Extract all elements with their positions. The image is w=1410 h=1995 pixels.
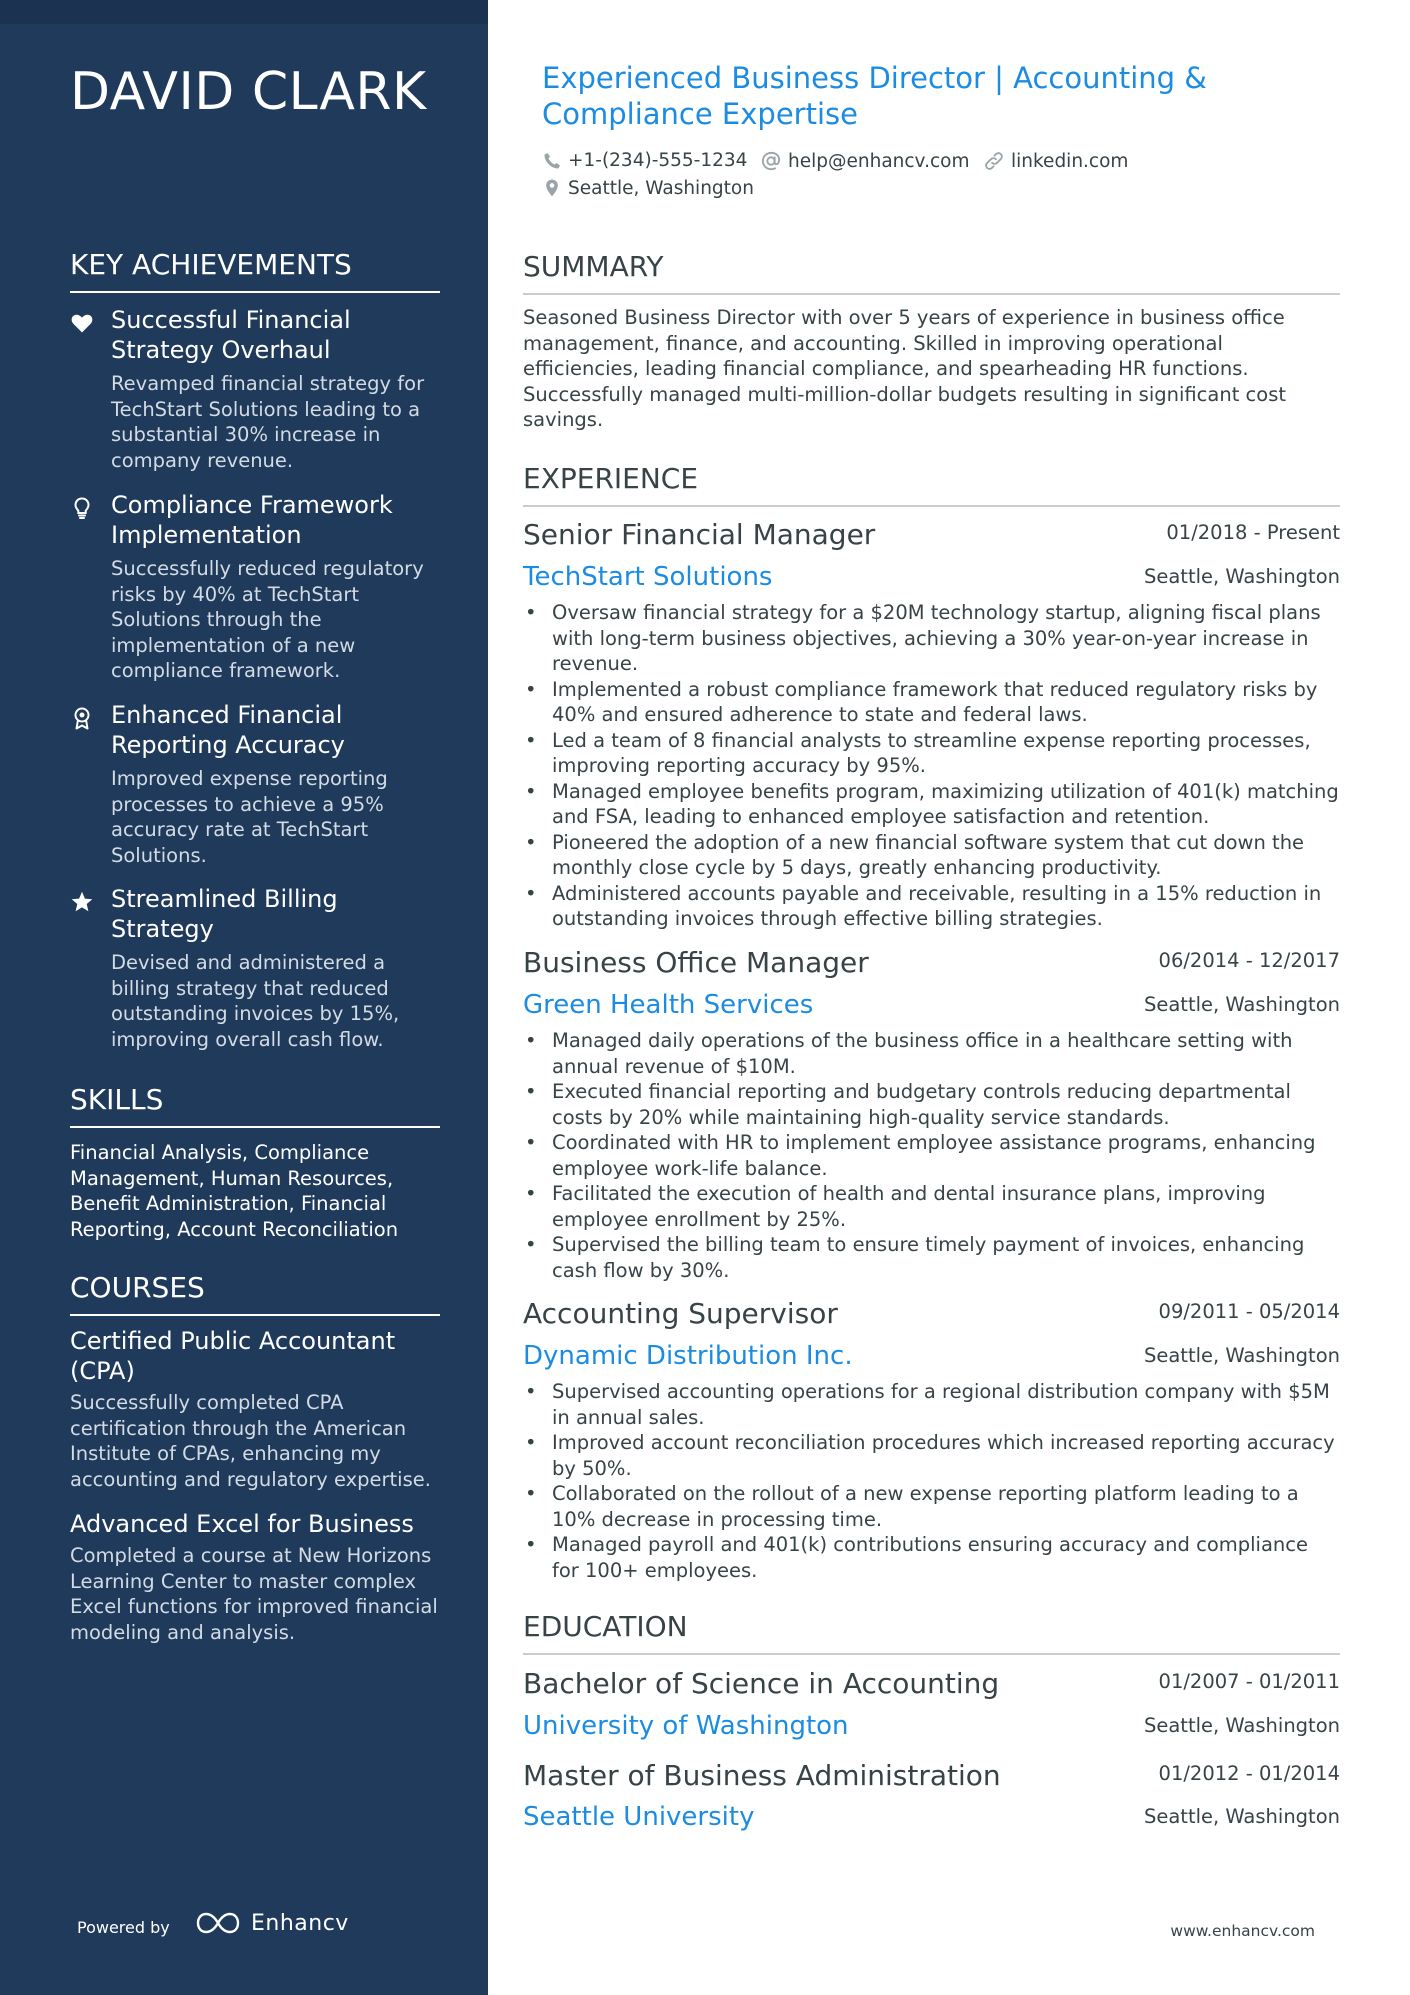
sidebar [0, 0, 488, 1995]
footer-website[interactable]: www.enhancv.com [1170, 1922, 1315, 1940]
education-heading: EDUCATION [523, 1610, 1340, 1655]
job-dates: 09/2011 - 05/2014 [1158, 1300, 1340, 1323]
job-bullet: • Improved account reconciliation procedures which increased reporting accuracy by 50%. [523, 1430, 1340, 1481]
contact-location [542, 177, 754, 199]
course-item [70, 1509, 450, 1645]
course-title: Advanced Excel for Business [70, 1510, 414, 1538]
job-bullet: • Executed financial reporting and budgetary controls reducing departmental costs by 20% while maintaining high-quality service standards. [523, 1079, 1340, 1130]
summary-heading: SUMMARY [523, 250, 1340, 295]
star-icon [70, 890, 94, 914]
education-degree: Master of Business Administration [523, 1759, 1001, 1792]
skills-list: Financial Analysis, Compliance Management, Human Resources, Benefit Administration, Financial Reporting, Account Reconciliation [70, 1141, 399, 1241]
job-title: Business Office Manager [523, 946, 869, 979]
email-text: help@enhancv.com [788, 150, 970, 172]
contact-phone[interactable] [542, 150, 747, 171]
contact-linkedin[interactable] [983, 150, 1128, 172]
job-title: Senior Financial Manager [523, 518, 876, 551]
job-bullets [523, 1028, 1340, 1283]
heart-icon [70, 311, 94, 335]
achievement-item [70, 700, 440, 868]
phone-text: +1-(234)-555-1234 [568, 150, 748, 171]
job-bullet: • Pioneered the adoption of a new financial software system that cut down the monthly close cycle by 5 days, greatly enhancing productivity. [523, 830, 1340, 881]
job-bullet: • Supervised the billing team to ensure timely payment of invoices, enhancing cash flow by 30%. [523, 1232, 1340, 1283]
course-description: Successfully completed CPA certification through the American Institute of CPAs, enhancing my accounting and regulatory expertise. [70, 1391, 431, 1491]
job-bullet: • Supervised accounting operations for a regional distribution company with $5M in annual sales. [523, 1379, 1340, 1430]
job-location: Seattle, Washington [1143, 565, 1340, 588]
job-bullet: • Implemented a robust compliance framework that reduced regulatory risks by 40% and ensured adherence to state and federal laws. [523, 677, 1340, 728]
enhancv-brand-text: Enhancv [251, 1910, 349, 1936]
location-text: Seattle, Washington [568, 177, 754, 199]
achievement-description: Revamped financial strategy for TechStart Solutions leading to a substantial 30% increase in company revenue. [111, 372, 425, 472]
achievement-title: Successful Financial Strategy Overhaul [111, 306, 351, 364]
job-bullet: • Facilitated the execution of health and dental insurance plans, improving employee enrollment by 25%. [523, 1181, 1340, 1232]
linkedin-text: linkedin.com [1011, 150, 1129, 172]
job-bullet: • Administered accounts payable and receivable, resulting in a 15% reduction in outstanding invoices through effective billing strategies. [523, 881, 1340, 932]
job-dates: 06/2014 - 12/2017 [1158, 949, 1340, 972]
achievement-title: Streamlined Billing Strategy [111, 885, 338, 943]
job-company[interactable]: Green Health Services [523, 990, 814, 1020]
resume-headline: Experienced Business Director | Accounting & Compliance Expertise [542, 61, 1207, 131]
sidebar-top-strip [0, 0, 488, 24]
education-degree: Bachelor of Science in Accounting [523, 1667, 1000, 1700]
achievement-item [70, 490, 440, 684]
summary-text: Seasoned Business Director with over 5 years of experience in business office management, finance, and accounting. Skilled in improving operational efficiencies, leading financial compliance, and spearheading HR functions. Successfully managed multi-million-dollar budgets resulting in significant cost savings. [523, 306, 1287, 431]
job-location: Seattle, Washington [1143, 993, 1340, 1016]
education-school[interactable]: University of Washington [523, 1711, 849, 1741]
job-bullet: • Collaborated on the rollout of a new expense reporting platform leading to a 10% decrease in processing time. [523, 1481, 1340, 1532]
job-bullet: • Managed daily operations of the business office in a healthcare setting with annual revenue of $10M. [523, 1028, 1340, 1079]
award-icon [70, 706, 94, 730]
job-company[interactable]: Dynamic Distribution Inc. [523, 1341, 853, 1371]
achievements-heading: KEY ACHIEVEMENTS [70, 248, 440, 293]
education-location: Seattle, Washington [1143, 1805, 1340, 1828]
job-bullet: • Managed payroll and 401(k) contributions ensuring accuracy and compliance for 100+ employees. [523, 1532, 1340, 1583]
job-bullets [523, 600, 1340, 932]
education-location: Seattle, Washington [1143, 1714, 1340, 1737]
job-bullet: • Coordinated with HR to implement employee assistance programs, enhancing employee work-life balance. [523, 1130, 1340, 1181]
job-title: Accounting Supervisor [523, 1297, 838, 1330]
education-school[interactable]: Seattle University [523, 1802, 755, 1832]
contact-email[interactable] [760, 150, 969, 172]
achievement-item [70, 884, 440, 1052]
lightbulb-icon [70, 496, 94, 520]
education-dates: 01/2007 - 01/2011 [1158, 1670, 1340, 1693]
phone-icon [542, 151, 562, 171]
job-bullet: • Oversaw financial strategy for a $20M technology startup, aligning fiscal plans with long-term business objectives, achieving a 30% year-on-year increase in revenue. [523, 600, 1340, 677]
course-item [70, 1326, 450, 1492]
link-icon [983, 150, 1005, 172]
at-sign-icon [760, 150, 782, 172]
candidate-name: DAVID CLARK [70, 62, 427, 122]
job-company[interactable]: TechStart Solutions [523, 562, 773, 592]
achievement-description: Improved expense reporting processes to achieve a 95% accuracy rate at TechStart Solutions. [111, 767, 388, 867]
course-description: Completed a course at New Horizons Learning Center to master complex Excel functions for improved financial modeling and analysis. [70, 1544, 438, 1644]
job-bullets [523, 1379, 1340, 1583]
enhancv-infinity-icon [195, 1910, 241, 1936]
achievement-description: Successfully reduced regulatory risks by 40% at TechStart Solutions through the implementation of a new compliance framework. [111, 557, 424, 682]
powered-by-label: Powered by [77, 1918, 170, 1937]
courses-heading: COURSES [70, 1271, 440, 1316]
achievement-description: Devised and administered a billing strategy that reduced outstanding invoices by 15%, improving overall cash flow. [111, 951, 400, 1051]
enhancv-logo[interactable] [195, 1910, 349, 1936]
achievement-title: Compliance Framework Implementation [111, 491, 393, 549]
job-location: Seattle, Washington [1143, 1344, 1340, 1367]
skills-heading: SKILLS [70, 1083, 440, 1128]
achievement-item [70, 305, 440, 473]
education-dates: 01/2012 - 01/2014 [1158, 1762, 1340, 1785]
achievement-title: Enhanced Financial Reporting Accuracy [111, 701, 345, 759]
experience-heading: EXPERIENCE [523, 462, 1340, 507]
job-dates: 01/2018 - Present [1166, 521, 1340, 544]
job-bullet: • Managed employee benefits program, maximizing utilization of 401(k) matching and FSA, leading to enhanced employee satisfaction and retention. [523, 779, 1340, 830]
location-pin-icon [542, 177, 562, 199]
course-title: Certified Public Accountant (CPA) [70, 1327, 396, 1385]
job-bullet: • Led a team of 8 financial analysts to streamline expense reporting processes, improving reporting accuracy by 95%. [523, 728, 1340, 779]
